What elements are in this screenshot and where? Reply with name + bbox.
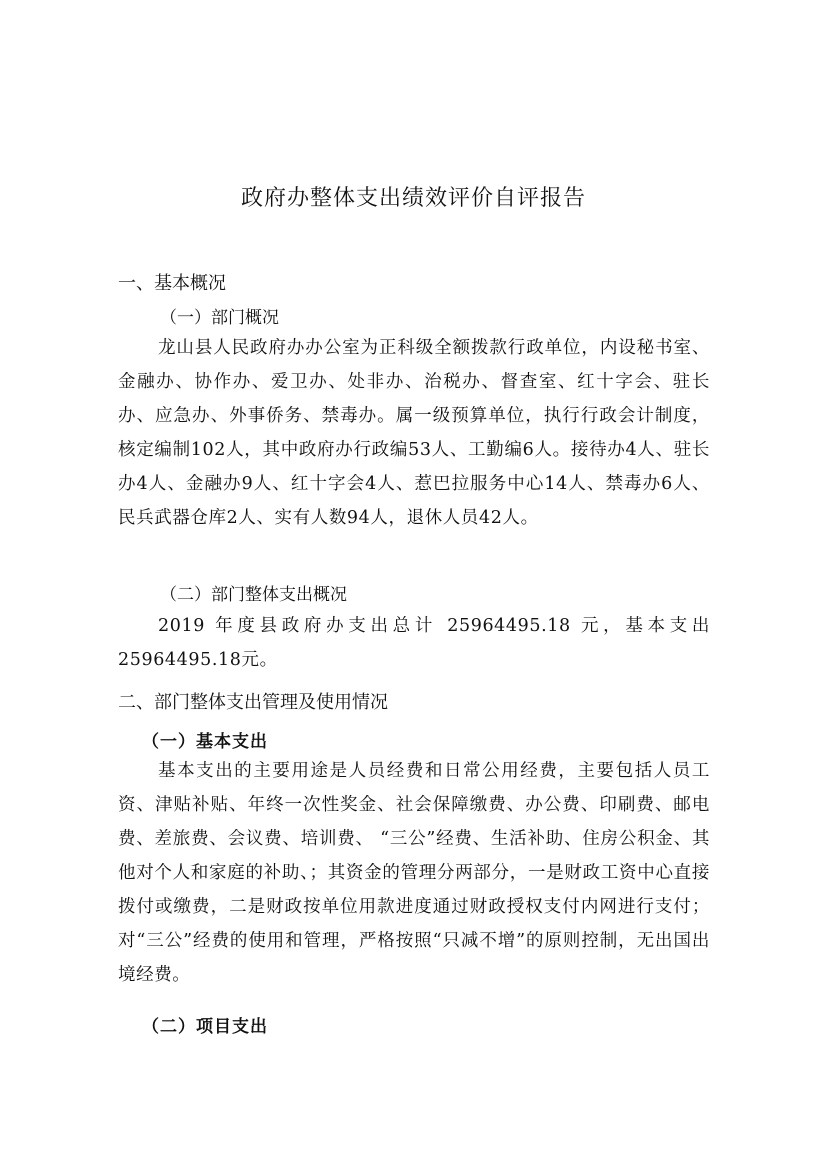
paragraph-overall-expenditure: 2019 年度县政府办支出总计 25964495.18 元，基本支出25964495.18元。: [118, 616, 710, 670]
document-title: 政府办整体支出绩效评价自评报告: [240, 186, 586, 211]
subsection-heading-overall-expenditure: （二）部门整体支出概况: [160, 585, 347, 605]
section-heading-expenditure-management: 二、部门整体支出管理及使用情况: [118, 692, 388, 713]
paragraph-basic-expenditure: 基本支出的主要用途是人员经费和日常公用经费，主要包括人员工资、津贴补贴、年终一次性奖金、社会保障缴费、办公费、印刷费、邮电费、差旅费、会议费、培训费、 “三公”经费、生活补助、住房公积金、其他对个人和家庭的补助、；其资金的管理分两部分，一是财政工资中心直接拨付或缴费，二是财政按单位用款进度通过财政授权支付内网进行支付；对“三公”经费的使用和管理，严格按照“只减不增”的原则控制，无出国出境经费。: [118, 761, 710, 985]
paragraph-department-overview: 龙山县人民政府办办公室为正科级全额拨款行政单位，内设秘书室、金融办、协作办、爱卫办、处非办、治税办、督查室、红十字会、驻长办、应急办、外事侨务、禁毒办。属一级预算单位，执行行政会计制度，核定编制102人，其中政府办行政编53人、工勤编6人。接待办4人、驻长办4人、金融办9人、红十字会4人、惹巴拉服务中心14人、禁毒办6人、民兵武器仓库2人、实有人数94人，退休人员42人。: [118, 338, 710, 528]
subsection-heading-basic-expenditure: （一）基本支出: [142, 732, 268, 752]
section-heading-basic-overview: 一、基本概况: [118, 273, 226, 294]
subsection-heading-department-overview: （一）部门概况: [160, 308, 279, 328]
subsection-heading-project-expenditure: （二）项目支出: [142, 1017, 268, 1037]
